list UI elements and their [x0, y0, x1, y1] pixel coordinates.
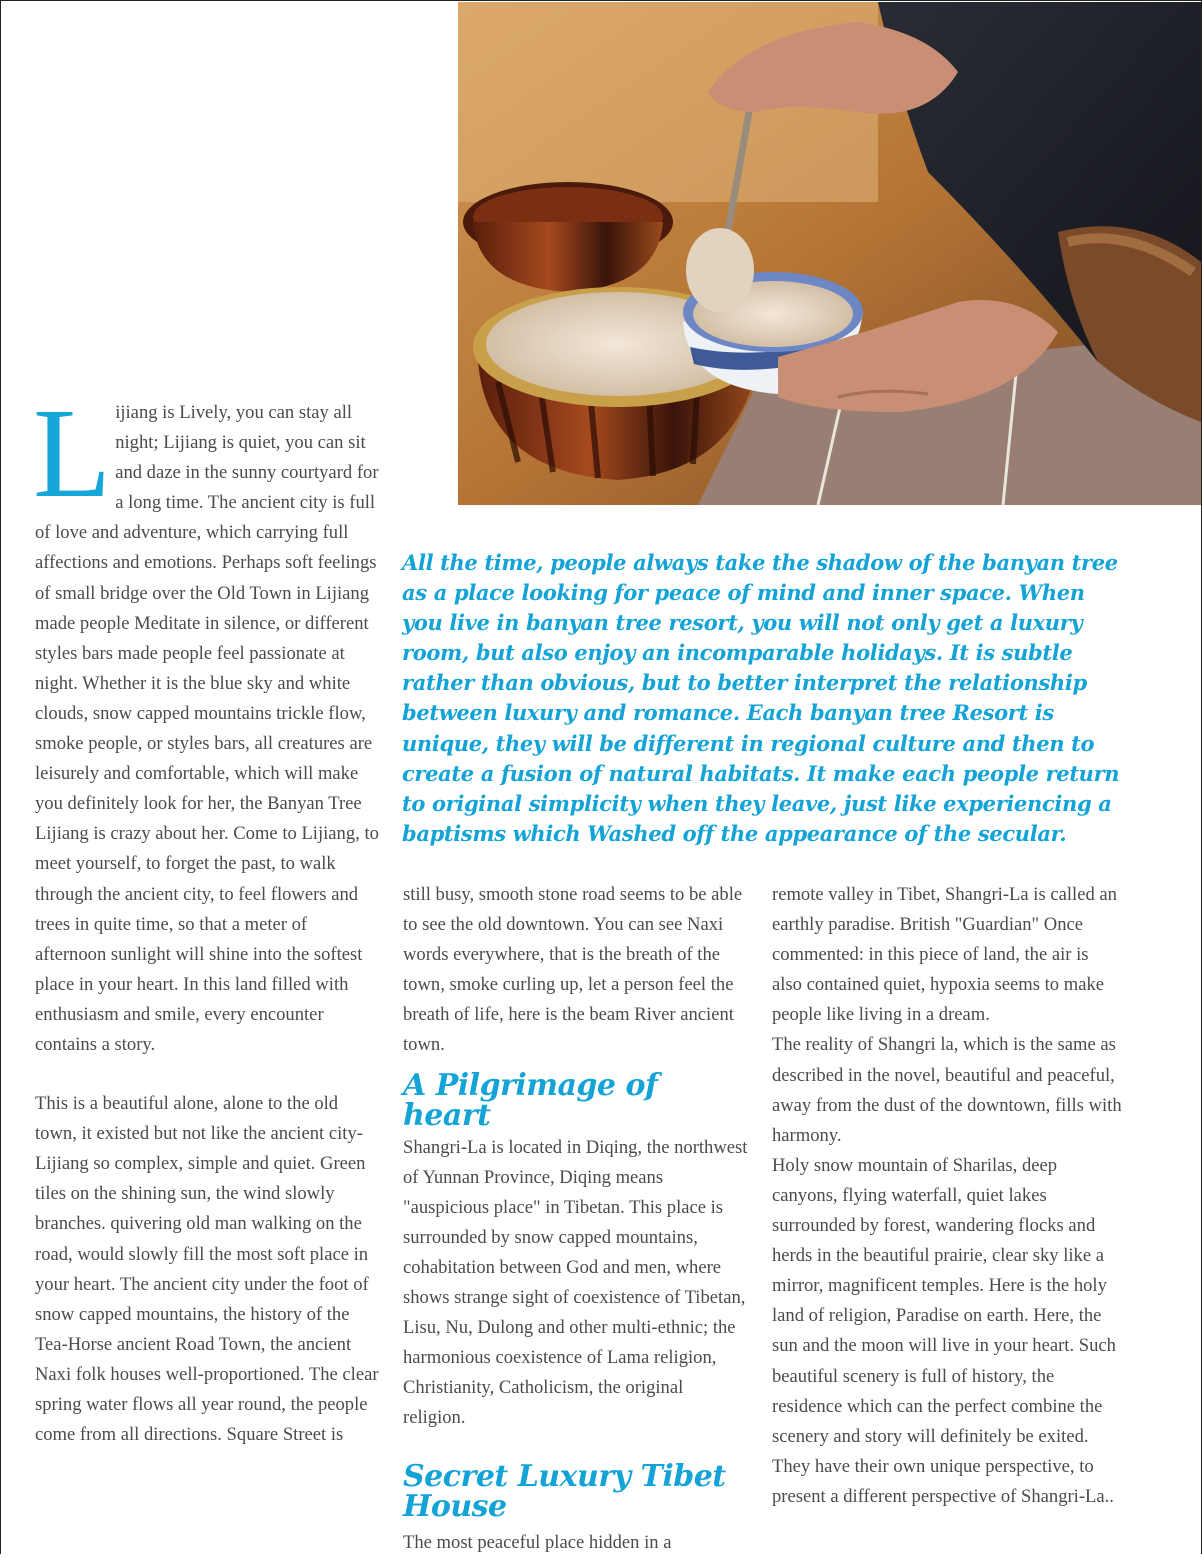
old-town-paragraph: This is a beautiful alone, alone to the old town, it existed but not like the ancient city-Lijiang so complex, simple and quiet. Green tiles on the shining sun, the wind slowly branches. quivering old man walking on the road, would slowly fill the most soft place in your heart. The ancient city under the foot of snow capped mountains, the history of the Tea-Horse ancient Road Town, the ancient Naxi folk houses well-proportioned. The clear spring water flows all year round, the people come from all directions. Square Street is [35, 1093, 379, 1446]
intro-text: ijiang is Lively, you can stay all night; Lijiang is quiet, you can sit and daze in the sunny courtyard for a long time. The ancient city is full of love and adventure, which carrying full affections and emotions. Perhaps soft feelings of small bridge over the Old Town in Lijiang made people Meditate in silence, or different styles bars made people feel passionate at night. Whether it is the blue sky and white clouds, snow capped mountains trickle flow, smoke people, or styles bars, all creatures are leisurely and comfortable, which will make you definitely look for her, the Banyan Tree Lijiang is crazy about her. Come to Lijiang, to meet yourself, to forget the past, to walk through the ancient city, to feel flowers and trees in quite time, so that a meter of afternoon sunlight will shine into the softest place in your heart. In this land filled with enthusiasm and smile, every encounter contains a story. [35, 402, 379, 1055]
town-paragraph: still busy, smooth stone road seems to be able to see the old downtown. You can see Naxi words everywhere, that is the breath of the town, smoke curling up, let a person feel the breath of life, here is the beam River ancient town. [403, 884, 743, 1056]
column-2 [403, 880, 748, 1558]
paradise-paragraph: remote valley in Tibet, Shangri-La is called an earthly paradise. British "Guardian" Once commented: in this piece of land, the air is also contained quiet, hypoxia seems to make people like living in a dream. [772, 884, 1117, 1026]
peaceful-place-paragraph: The most peaceful place hidden in a [403, 1531, 672, 1553]
tsampa-photo-illustration [458, 2, 1201, 505]
dropcap-letter: L [33, 382, 112, 524]
tsampa-photo [458, 2, 1201, 505]
pull-quote: All the time, people always take the shadow of the banyan tree as a place looking for peace of mind and inner space. When you live in banyan tree resort, you will not only get a luxury room, but also enjoy an incomparable holidays. It is subtle rather than obvious, but to better interpret the relationship between luxury and romance. Each banyan tree Resort is unique, they will be different in regional culture and then to create a fusion of natural habitats. It make each people return to original simplicity when they leave, just like experiencing a baptisms which Washed off the appearance of the secular. [402, 550, 1120, 846]
column-1 [33, 382, 380, 1450]
shangri-la-paragraph: Shangri-La is located in Diqing, the northwest of Yunnan Province, Diqing means "auspicious place" in Tibetan. This place is surrounded by snow capped mountains, cohabitation between God and men, where shows strange sight of coexistence of Tibetan, Lisu, Nu, Dulong and other multi-ethnic; the harmonious coexistence of Lama religion, Christianity, Catholicism, the original religion. [403, 1136, 748, 1429]
column-3 [772, 880, 1122, 1512]
reality-paragraph: The reality of Shangri la, which is the same as described in the novel, beautiful and peaceful, away from the dust of the downtown, fills with harmony. [772, 1034, 1122, 1146]
pilgrimage-heading: A Pilgrimage of heart [403, 1067, 658, 1133]
intro-paragraph [33, 382, 380, 1060]
holy-mountain-paragraph: Holy snow mountain of Sharilas, deep canyons, flying waterfall, quiet lakes surrounded by forest, wandering flocks and herds in the beautiful prairie, clear sky like a mirror, magnificent temples. Here is the holy land of religion, Paradise on earth. Here, the sun and the moon will live in your heart. Such beautiful scenery is full of history, the residence which can the perfect combine the scenery and story will definitely be exited. They have their own unique perspective, to present a different perspective of Shangri-La.. [772, 1154, 1116, 1507]
tibet-house-heading: Secret Luxury Tibet House [403, 1458, 726, 1524]
